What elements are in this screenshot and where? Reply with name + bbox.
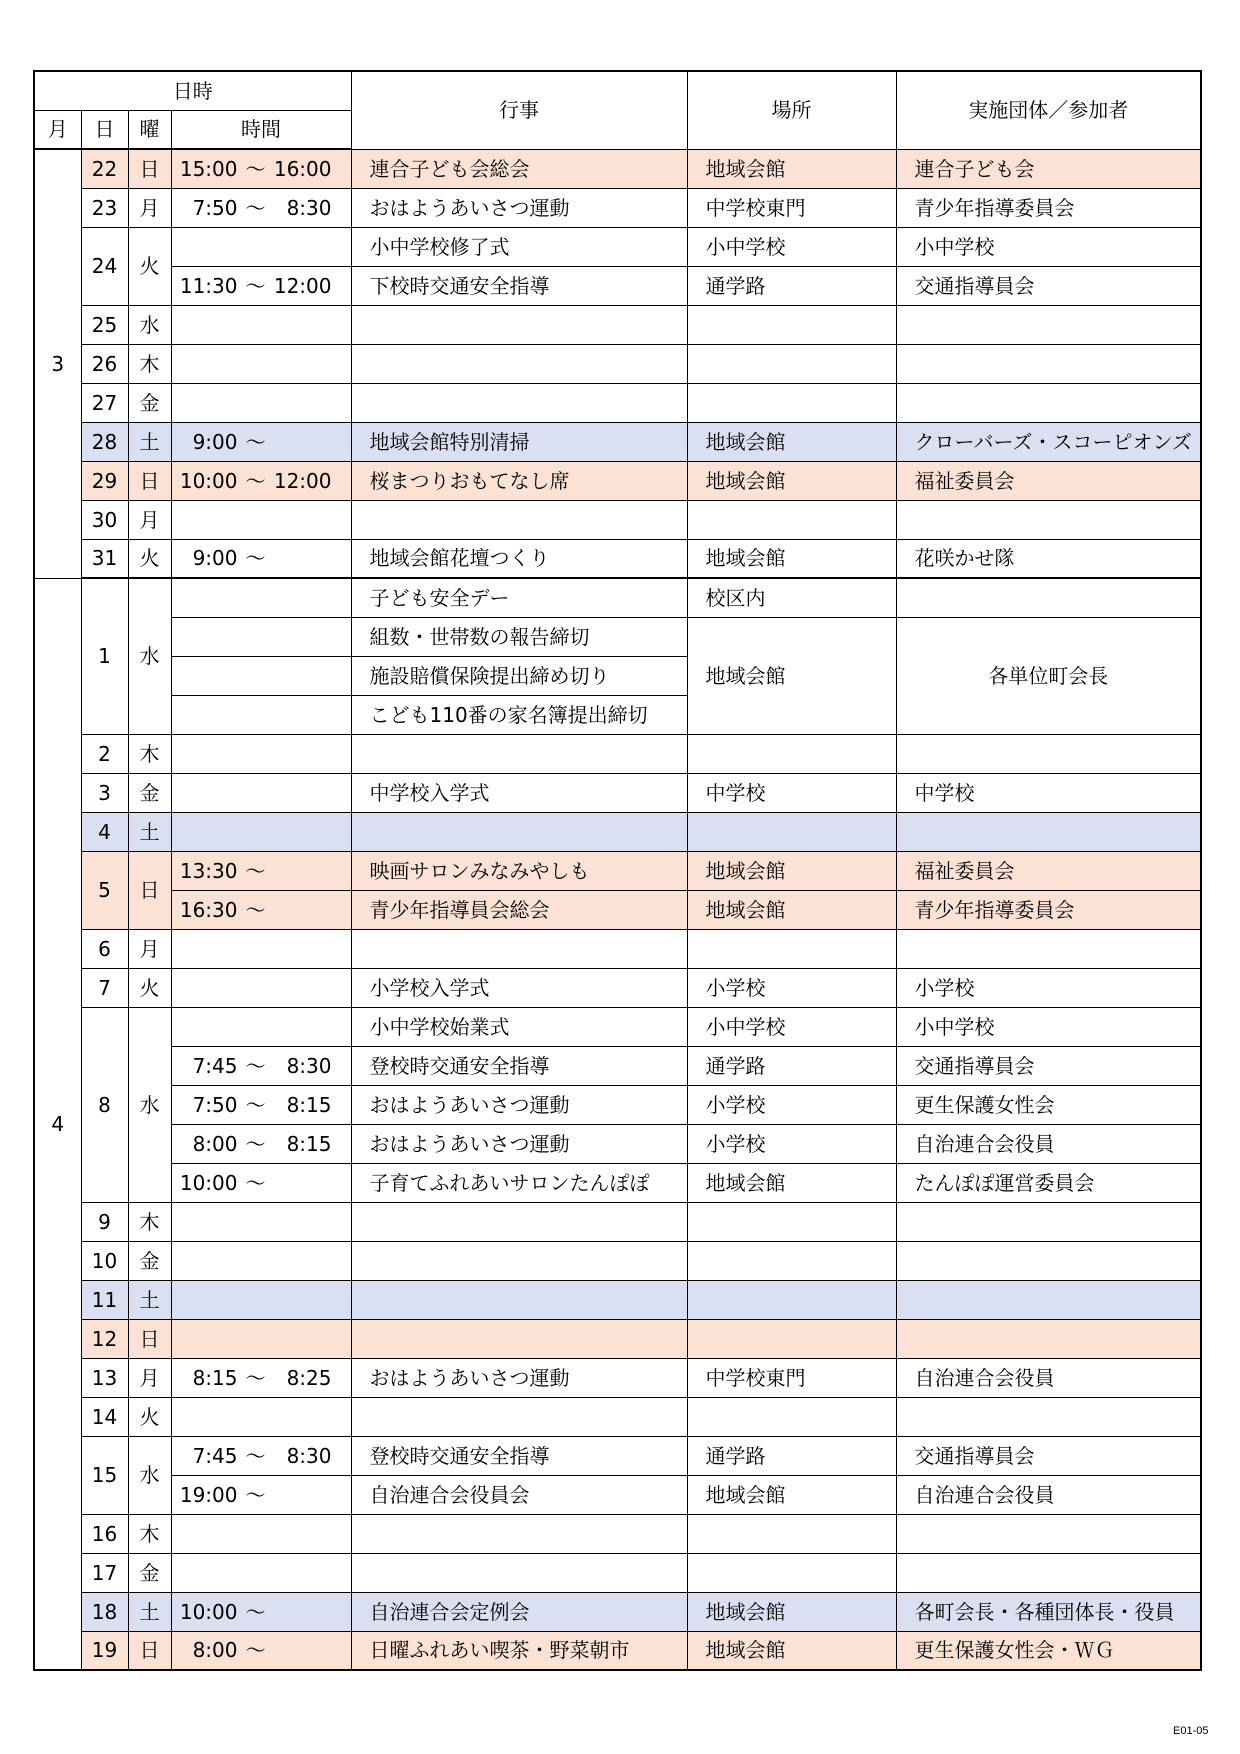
time-cell: [171, 1280, 351, 1319]
weekday-cell: 金: [128, 383, 171, 422]
time-cell: 13:30 ～: [171, 851, 351, 890]
time-cell: [171, 227, 351, 266]
table-row: [34, 1085, 1201, 1124]
event-cell: おはようあいさつ運動: [351, 1085, 687, 1124]
organizer-cell: [896, 383, 1201, 422]
place-cell: 小中学校: [687, 1007, 896, 1046]
event-cell: 地域会館特別清掃: [351, 422, 687, 461]
weekday-cell: 日: [128, 149, 171, 188]
event-cell: 連合子ども会総会: [351, 149, 687, 188]
weekday-cell: 金: [128, 773, 171, 812]
event-cell: [351, 929, 687, 968]
place-cell: 地域会館: [687, 149, 896, 188]
place-cell: 通学路: [687, 1046, 896, 1085]
time-cell: [171, 1241, 351, 1280]
table-row: [34, 344, 1201, 383]
event-cell: [351, 305, 687, 344]
day-cell: 14: [81, 1397, 128, 1436]
organizer-cell: 小中学校: [896, 227, 1201, 266]
organizer-cell: [896, 578, 1201, 617]
weekday-cell: 土: [128, 422, 171, 461]
place-cell: [687, 1241, 896, 1280]
place-cell: [687, 1319, 896, 1358]
organizer-cell: 中学校: [896, 773, 1201, 812]
event-cell: 中学校入学式: [351, 773, 687, 812]
table-row: [34, 461, 1201, 500]
table-row: [34, 812, 1201, 851]
day-cell: 17: [81, 1553, 128, 1592]
weekday-cell: 土: [128, 1592, 171, 1631]
place-cell: [687, 383, 896, 422]
time-cell: 7:50 ～ 8:30: [171, 188, 351, 227]
place-cell: 小学校: [687, 1124, 896, 1163]
time-cell: [171, 1319, 351, 1358]
event-cell: 小中学校始業式: [351, 1007, 687, 1046]
header-datetime: 日時: [34, 71, 351, 110]
weekday-cell: 月: [128, 929, 171, 968]
time-cell: [171, 578, 351, 617]
table-row: [34, 890, 1201, 929]
place-cell: [687, 1397, 896, 1436]
table-row: [34, 1163, 1201, 1202]
time-cell: [171, 1514, 351, 1553]
organizer-cell: 更生保護女性会: [896, 1085, 1201, 1124]
event-cell: [351, 1241, 687, 1280]
event-cell: [351, 1202, 687, 1241]
table-row: [34, 968, 1201, 1007]
event-cell: [351, 500, 687, 539]
event-cell: [351, 1280, 687, 1319]
place-cell: [687, 812, 896, 851]
event-cell: 映画サロンみなみやしも: [351, 851, 687, 890]
weekday-cell: 水: [128, 1436, 171, 1514]
table-row: [34, 1241, 1201, 1280]
weekday-cell: 水: [128, 1007, 171, 1202]
time-cell: [171, 1202, 351, 1241]
time-cell: [171, 617, 351, 656]
place-cell: [687, 1202, 896, 1241]
table-row: [34, 1124, 1201, 1163]
organizer-cell: [896, 1514, 1201, 1553]
weekday-cell: 金: [128, 1241, 171, 1280]
weekday-cell: 木: [128, 344, 171, 383]
event-cell: 下校時交通安全指導: [351, 266, 687, 305]
table-row: [34, 1514, 1201, 1553]
weekday-cell: 土: [128, 812, 171, 851]
place-cell: [687, 305, 896, 344]
event-cell: 青少年指導員会総会: [351, 890, 687, 929]
place-cell: 中学校: [687, 773, 896, 812]
event-cell: 自治連合会役員会: [351, 1475, 687, 1514]
organizer-cell: 福祉委員会: [896, 461, 1201, 500]
table-row: [34, 617, 1201, 656]
table-row: [34, 1280, 1201, 1319]
table-row: [34, 1397, 1201, 1436]
place-cell: [687, 734, 896, 773]
table-row: [34, 1358, 1201, 1397]
weekday-cell: 日: [128, 461, 171, 500]
event-cell: 自治連合会定例会: [351, 1592, 687, 1631]
day-cell: 28: [81, 422, 128, 461]
event-cell: 小学校入学式: [351, 968, 687, 1007]
place-cell: 中学校東門: [687, 188, 896, 227]
day-cell: 27: [81, 383, 128, 422]
place-cell: [687, 344, 896, 383]
time-cell: 9:00 ～: [171, 422, 351, 461]
time-cell: 8:00 ～: [171, 1631, 351, 1670]
place-cell: [687, 929, 896, 968]
time-cell: 19:00 ～: [171, 1475, 351, 1514]
organizer-cell: 自治連合会役員: [896, 1358, 1201, 1397]
organizer-cell: [896, 1280, 1201, 1319]
place-cell: 小学校: [687, 1085, 896, 1124]
weekday-cell: 日: [128, 1631, 171, 1670]
event-cell: 登校時交通安全指導: [351, 1436, 687, 1475]
header-month: 月: [34, 110, 81, 149]
place-cell: 通学路: [687, 1436, 896, 1475]
place-cell: 通学路: [687, 266, 896, 305]
event-cell: 登校時交通安全指導: [351, 1046, 687, 1085]
place-cell: 地域会館: [687, 1163, 896, 1202]
event-cell: 施設賠償保険提出締め切り: [351, 656, 687, 695]
weekday-cell: 月: [128, 1358, 171, 1397]
table-row: [34, 734, 1201, 773]
time-cell: [171, 500, 351, 539]
organizer-cell: [896, 1319, 1201, 1358]
table-row: [34, 1319, 1201, 1358]
event-cell: [351, 1514, 687, 1553]
table-row: [34, 188, 1201, 227]
day-cell: 9: [81, 1202, 128, 1241]
time-cell: [171, 695, 351, 734]
place-cell: 小中学校: [687, 227, 896, 266]
organizer-cell: [896, 1241, 1201, 1280]
table-row: [34, 929, 1201, 968]
header-time: 時間: [171, 110, 351, 149]
place-cell: 地域会館: [687, 890, 896, 929]
organizer-cell: 花咲かせ隊: [896, 539, 1201, 578]
organizer-cell: 更生保護女性会・ＷＧ: [896, 1631, 1201, 1670]
place-cell: 中学校東門: [687, 1358, 896, 1397]
place-cell: 小学校: [687, 968, 896, 1007]
table-row: [34, 305, 1201, 344]
header-row-1: [34, 71, 1201, 110]
organizer-cell: クローバーズ・スコーピオンズ: [896, 422, 1201, 461]
organizer-cell: たんぽぽ運営委員会: [896, 1163, 1201, 1202]
month-cell: 4: [34, 578, 81, 1670]
event-cell: おはようあいさつ運動: [351, 1358, 687, 1397]
place-cell: 地域会館: [687, 617, 896, 734]
place-cell: 地域会館: [687, 1475, 896, 1514]
time-cell: [171, 773, 351, 812]
day-cell: 6: [81, 929, 128, 968]
organizer-cell: 青少年指導委員会: [896, 890, 1201, 929]
time-cell: 11:30 ～ 12:00: [171, 266, 351, 305]
table-row: [34, 227, 1201, 266]
organizer-cell: 小中学校: [896, 1007, 1201, 1046]
day-cell: 11: [81, 1280, 128, 1319]
weekday-cell: 金: [128, 1553, 171, 1592]
event-cell: [351, 344, 687, 383]
time-cell: 8:00 ～ 8:15: [171, 1124, 351, 1163]
weekday-cell: 木: [128, 1202, 171, 1241]
organizer-cell: [896, 929, 1201, 968]
place-cell: [687, 1514, 896, 1553]
schedule-table: [33, 70, 1202, 1671]
time-cell: 7:45 ～ 8:30: [171, 1436, 351, 1475]
header-place: 場所: [687, 71, 896, 149]
table-row: [34, 539, 1201, 578]
weekday-cell: 日: [128, 851, 171, 929]
day-cell: 23: [81, 188, 128, 227]
header-event: 行事: [351, 71, 687, 149]
event-cell: 日曜ふれあい喫茶・野菜朝市: [351, 1631, 687, 1670]
place-cell: 地域会館: [687, 1592, 896, 1631]
time-cell: [171, 344, 351, 383]
event-cell: 小中学校修了式: [351, 227, 687, 266]
time-cell: 7:45 ～ 8:30: [171, 1046, 351, 1085]
day-cell: 7: [81, 968, 128, 1007]
weekday-cell: 木: [128, 734, 171, 773]
place-cell: 地域会館: [687, 422, 896, 461]
table-row: [34, 149, 1201, 188]
day-cell: 13: [81, 1358, 128, 1397]
weekday-cell: 水: [128, 305, 171, 344]
day-cell: 29: [81, 461, 128, 500]
time-cell: 10:00 ～ 12:00: [171, 461, 351, 500]
day-cell: 15: [81, 1436, 128, 1514]
header-organizer: 実施団体／参加者: [896, 71, 1201, 149]
time-cell: 8:15 ～ 8:25: [171, 1358, 351, 1397]
organizer-cell: 小学校: [896, 968, 1201, 1007]
organizer-cell: [896, 305, 1201, 344]
day-cell: 10: [81, 1241, 128, 1280]
event-cell: [351, 1397, 687, 1436]
weekday-cell: 火: [128, 1397, 171, 1436]
place-cell: 地域会館: [687, 851, 896, 890]
place-cell: 地域会館: [687, 1631, 896, 1670]
table-row: [34, 1007, 1201, 1046]
day-cell: 2: [81, 734, 128, 773]
time-cell: [171, 305, 351, 344]
day-cell: 12: [81, 1319, 128, 1358]
day-cell: 5: [81, 851, 128, 929]
organizer-cell: 福祉委員会: [896, 851, 1201, 890]
table-row: [34, 1436, 1201, 1475]
organizer-cell: 各町会長・各種団体長・役員: [896, 1592, 1201, 1631]
event-cell: 子ども安全デー: [351, 578, 687, 617]
day-cell: 18: [81, 1592, 128, 1631]
place-cell: [687, 1553, 896, 1592]
weekday-cell: 火: [128, 227, 171, 305]
place-cell: [687, 1280, 896, 1319]
day-cell: 19: [81, 1631, 128, 1670]
day-cell: 30: [81, 500, 128, 539]
time-cell: [171, 656, 351, 695]
day-cell: 3: [81, 773, 128, 812]
event-cell: おはようあいさつ運動: [351, 1124, 687, 1163]
event-cell: おはようあいさつ運動: [351, 188, 687, 227]
event-cell: こども110番の家名簿提出締切: [351, 695, 687, 734]
table-row: [34, 1202, 1201, 1241]
table-row: [34, 1475, 1201, 1514]
weekday-cell: 火: [128, 539, 171, 578]
day-cell: 25: [81, 305, 128, 344]
document-code: E01-05: [1173, 1725, 1209, 1737]
weekday-cell: 日: [128, 1319, 171, 1358]
organizer-cell: [896, 1202, 1201, 1241]
organizer-cell: [896, 812, 1201, 851]
place-cell: 地域会館: [687, 461, 896, 500]
day-cell: 22: [81, 149, 128, 188]
time-cell: 9:00 ～: [171, 539, 351, 578]
event-cell: [351, 383, 687, 422]
event-cell: [351, 1553, 687, 1592]
time-cell: [171, 812, 351, 851]
table-row: [34, 773, 1201, 812]
organizer-cell: [896, 1553, 1201, 1592]
organizer-cell: 交通指導員会: [896, 1046, 1201, 1085]
weekday-cell: 水: [128, 578, 171, 734]
weekday-cell: 土: [128, 1280, 171, 1319]
header-weekday: 曜: [128, 110, 171, 149]
organizer-cell: 交通指導員会: [896, 1436, 1201, 1475]
time-cell: 15:00 ～ 16:00: [171, 149, 351, 188]
weekday-cell: 火: [128, 968, 171, 1007]
event-cell: [351, 1319, 687, 1358]
event-cell: [351, 734, 687, 773]
event-cell: 組数・世帯数の報告締切: [351, 617, 687, 656]
organizer-cell: 青少年指導委員会: [896, 188, 1201, 227]
place-cell: [687, 500, 896, 539]
time-cell: [171, 383, 351, 422]
day-cell: 26: [81, 344, 128, 383]
day-cell: 8: [81, 1007, 128, 1202]
table-row: [34, 1046, 1201, 1085]
place-cell: 地域会館: [687, 539, 896, 578]
table-row: [34, 500, 1201, 539]
day-cell: 4: [81, 812, 128, 851]
organizer-cell: 自治連合会役員: [896, 1475, 1201, 1514]
table-row: [34, 1631, 1201, 1670]
time-cell: [171, 929, 351, 968]
table-row: [34, 851, 1201, 890]
time-cell: [171, 1007, 351, 1046]
organizer-cell: 各単位町会長: [896, 617, 1201, 734]
weekday-cell: 月: [128, 188, 171, 227]
event-cell: 地域会館花壇つくり: [351, 539, 687, 578]
weekday-cell: 木: [128, 1514, 171, 1553]
time-cell: 10:00 ～: [171, 1592, 351, 1631]
time-cell: 7:50 ～ 8:15: [171, 1085, 351, 1124]
month-cell: 3: [34, 149, 81, 578]
time-cell: 10:00 ～: [171, 1163, 351, 1202]
table-row: [34, 1553, 1201, 1592]
time-cell: [171, 734, 351, 773]
day-cell: 31: [81, 539, 128, 578]
event-cell: 桜まつりおもてなし席: [351, 461, 687, 500]
organizer-cell: [896, 734, 1201, 773]
table-row: [34, 266, 1201, 305]
table-row: [34, 578, 1201, 617]
organizer-cell: [896, 500, 1201, 539]
table-row: [34, 422, 1201, 461]
table-row: [34, 383, 1201, 422]
day-cell: 16: [81, 1514, 128, 1553]
organizer-cell: 交通指導員会: [896, 266, 1201, 305]
time-cell: [171, 1553, 351, 1592]
header-day: 日: [81, 110, 128, 149]
weekday-cell: 月: [128, 500, 171, 539]
day-cell: 1: [81, 578, 128, 734]
day-cell: 24: [81, 227, 128, 305]
event-cell: 子育てふれあいサロンたんぽぽ: [351, 1163, 687, 1202]
organizer-cell: [896, 1397, 1201, 1436]
place-cell: 校区内: [687, 578, 896, 617]
time-cell: [171, 1397, 351, 1436]
schedule-body: [34, 149, 1201, 1670]
organizer-cell: [896, 344, 1201, 383]
event-cell: [351, 812, 687, 851]
organizer-cell: 連合子ども会: [896, 149, 1201, 188]
time-cell: 16:30 ～: [171, 890, 351, 929]
table-row: [34, 1592, 1201, 1631]
time-cell: [171, 968, 351, 1007]
organizer-cell: 自治連合会役員: [896, 1124, 1201, 1163]
